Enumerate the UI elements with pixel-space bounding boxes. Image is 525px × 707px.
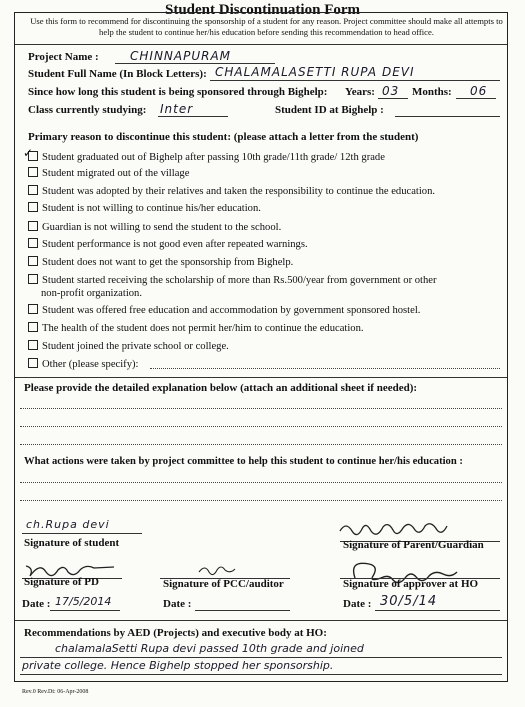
class-label: Class currently studying: xyxy=(28,104,147,116)
reason-label: Student was adopted by their relatives and taken the responsibility to continue the education. xyxy=(42,186,436,197)
sponsored-label: Since how long this student is being sponsored through Bighelp: xyxy=(28,86,328,98)
explanation-line[interactable] xyxy=(20,444,502,445)
reason-checkbox[interactable] xyxy=(23,146,38,161)
project-name-line xyxy=(115,63,275,64)
approver-signature-label: Signature of approver at HO xyxy=(343,578,479,590)
reason-checkbox[interactable] xyxy=(28,340,38,350)
reason-checkbox[interactable] xyxy=(28,238,38,248)
reason-item[interactable] xyxy=(28,358,138,370)
reason-checkbox[interactable] xyxy=(28,202,38,212)
recommend-label: Recommendations by AED (Projects) and executive body at HO: xyxy=(24,627,327,639)
actions-line[interactable] xyxy=(20,482,502,483)
project-name-value[interactable]: CHINNAPURAM xyxy=(130,49,232,63)
student-signature[interactable]: ch.Rupa devi xyxy=(26,518,110,531)
actions-line[interactable] xyxy=(20,500,502,501)
student-name-label: Student Full Name (In Block Letters): xyxy=(28,68,207,80)
reason-label: Other (please specify): xyxy=(42,359,139,370)
reason-label: Student was offered free education and accommodation by government sponsored hostel. xyxy=(42,305,421,316)
reason-label: Guardian is not willing to send the student to the school. xyxy=(42,222,282,233)
reason-heading: Primary reason to discontinue this student: (please attach a letter from the student) xyxy=(28,131,419,143)
divider xyxy=(15,620,507,621)
months-label: Months: xyxy=(412,86,452,98)
date-pcc-label: Date : xyxy=(163,598,192,610)
pcc-signature-label: Signature of PCC/auditor xyxy=(163,578,284,590)
reason-checkbox[interactable] xyxy=(28,185,38,195)
pcc-signature-script xyxy=(195,562,255,576)
date-pd-line xyxy=(50,610,120,611)
months-line xyxy=(456,98,496,99)
reason-item[interactable] xyxy=(28,221,281,233)
reason-checkbox[interactable] xyxy=(28,358,38,368)
reason-item[interactable] xyxy=(28,340,229,352)
recommend-line-2[interactable]: private college. Hence Bighelp stopped her sponsorship. xyxy=(22,659,334,672)
divider xyxy=(15,44,507,45)
class-value[interactable]: Inter xyxy=(160,102,194,116)
reason-item[interactable] xyxy=(28,167,189,179)
reason-item[interactable] xyxy=(28,202,261,214)
reason-label: Student graduated out of Bighelp after passing 10th grade/11th grade/ 12th grade xyxy=(42,152,385,163)
other-specify-line[interactable] xyxy=(150,368,500,369)
reason-label: Student joined the private school or college. xyxy=(42,341,229,352)
project-name-label: Project Name : xyxy=(28,51,99,63)
reason-item[interactable] xyxy=(28,238,308,250)
student-id-label: Student ID at Bighelp : xyxy=(275,104,384,116)
reason-item[interactable] xyxy=(28,304,420,316)
years-label: Years: xyxy=(345,86,375,98)
student-signature-label: Signature of student xyxy=(24,537,120,549)
revision-footer: Rev.0 Rev.Dt: 06-Apr-2008 xyxy=(22,689,89,695)
form-intro: Use this form to recommend for discontinuing the sponsorship of a student for any reason. Project committee should make all attempts to help the student to continue her/his education before sending this recommendation to head office. xyxy=(30,16,503,37)
date-pcc-line[interactable] xyxy=(195,610,290,611)
reason-checkbox[interactable] xyxy=(28,256,38,266)
recommend-line-1[interactable]: chalamalaSetti Rupa devi passed 10th grade and joined xyxy=(55,642,364,655)
explanation-label: Please provide the detailed explanation below (attach an additional sheet if needed): xyxy=(24,382,418,394)
check-mark-icon: ✓ xyxy=(23,146,34,160)
reason-label: Student does not want to get the sponsorship from Bighelp. xyxy=(42,257,294,268)
pd-signature-label: Signature of PD xyxy=(24,576,99,588)
reason-checkbox[interactable] xyxy=(28,304,38,314)
date-pd-value[interactable]: 17/5/2014 xyxy=(55,595,112,608)
reason-item[interactable] xyxy=(28,322,364,334)
reason-continuation: non-profit organization. xyxy=(41,288,143,299)
reason-checkbox[interactable] xyxy=(28,221,38,231)
student-signature-line xyxy=(22,533,142,534)
reason-checkbox[interactable] xyxy=(28,274,38,284)
divider xyxy=(15,377,507,378)
form-title: Student Discontinuation Form xyxy=(164,2,361,18)
student-name-value[interactable]: CHALAMALASETTI RUPA DEVI xyxy=(215,65,415,79)
months-value[interactable]: 06 xyxy=(470,84,488,98)
recommend-rule xyxy=(20,657,502,658)
reason-checkbox[interactable] xyxy=(28,167,38,177)
explanation-line[interactable] xyxy=(20,408,502,409)
student-name-line xyxy=(210,80,500,81)
reason-label: The health of the student does not permit her/him to continue the education. xyxy=(42,323,364,334)
years-line xyxy=(378,98,408,99)
parent-signature-script xyxy=(335,517,485,539)
reason-checkbox[interactable] xyxy=(28,322,38,332)
class-line xyxy=(158,116,228,117)
years-value[interactable]: 03 xyxy=(382,84,400,98)
reason-label: Student started receiving the scholarship of more than Rs.500/year from government or other xyxy=(42,275,437,286)
explanation-line[interactable] xyxy=(20,426,502,427)
reason-label: Student performance is not good even after repeated warnings. xyxy=(42,239,308,250)
reason-item[interactable] xyxy=(28,185,435,197)
reason-item[interactable] xyxy=(23,146,385,163)
date-ho-line xyxy=(375,610,500,611)
student-id-line[interactable] xyxy=(395,116,500,117)
date-ho-value[interactable]: 30/5/14 xyxy=(380,594,438,609)
actions-label: What actions were taken by project committee to help this student to continue her/his education : xyxy=(24,456,463,467)
reason-label: Student migrated out of the village xyxy=(42,168,190,179)
date-pd-label: Date : xyxy=(22,598,51,610)
reason-label: Student is not willing to continue his/her education. xyxy=(42,203,261,214)
parent-signature-label: Signature of Parent/Guardian xyxy=(343,539,484,551)
reason-item[interactable] xyxy=(28,256,293,268)
date-ho-label: Date : xyxy=(343,598,372,610)
recommend-rule xyxy=(20,674,502,675)
reason-item[interactable] xyxy=(28,274,437,286)
